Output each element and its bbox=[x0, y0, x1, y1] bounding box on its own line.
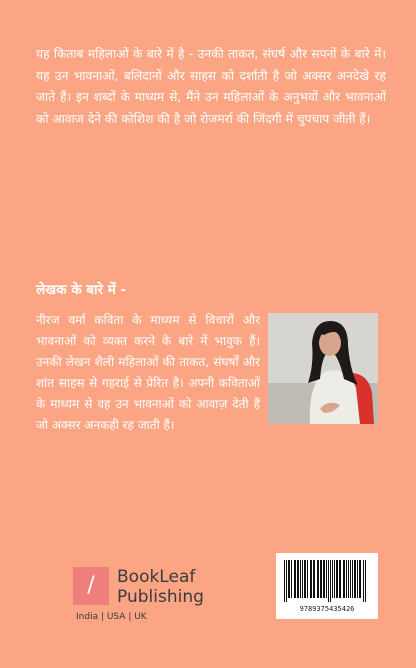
publisher-name-line2: Publishing bbox=[117, 587, 204, 607]
author-photo bbox=[268, 313, 378, 424]
barcode-icon bbox=[283, 560, 371, 602]
bookleaf-logo-icon: / bbox=[73, 567, 109, 605]
author-bio: नीरज वर्मा कविता के माध्यम से विचारों और भावनाओं को व्यक्त करने के बारे में भावुक हैं। उनकी लेखन शैली महिलाओं की ताकत, संघर्षों और शांत साहस से गहराई से प्रेरित है। अपनी कविताओं के माध्यम से वह उन भावनाओं को आवाज़ देती हैं जो अक्सर अनकही रह जाती हैं। bbox=[36, 313, 260, 432]
isbn-barcode bbox=[276, 553, 378, 619]
about-author-heading: लेखक के बारे में - bbox=[36, 282, 127, 298]
publisher-regions: India | USA | UK bbox=[76, 612, 147, 622]
publisher-name-line1: BookLeaf bbox=[117, 567, 196, 587]
isbn-number: 9789375435426 bbox=[299, 605, 355, 613]
back-cover-blurb: यह किताब महिलाओं के बारे में है - उनकी ताकत, संघर्ष और सपनों के बारे में। यह उन भावनाओं, बलिदानों और साहस को दर्शाती है जो अक्सर अनदेखे रह जाते हैं। इन शब्दों के माध्यम से, मैंने उन महिलाओं के अनुभवों और भावनाओं को आवाज देने की कोशिश की है जो रोजमर्रा की जिंदगी में चुपचाप जीती हैं। bbox=[36, 47, 386, 126]
